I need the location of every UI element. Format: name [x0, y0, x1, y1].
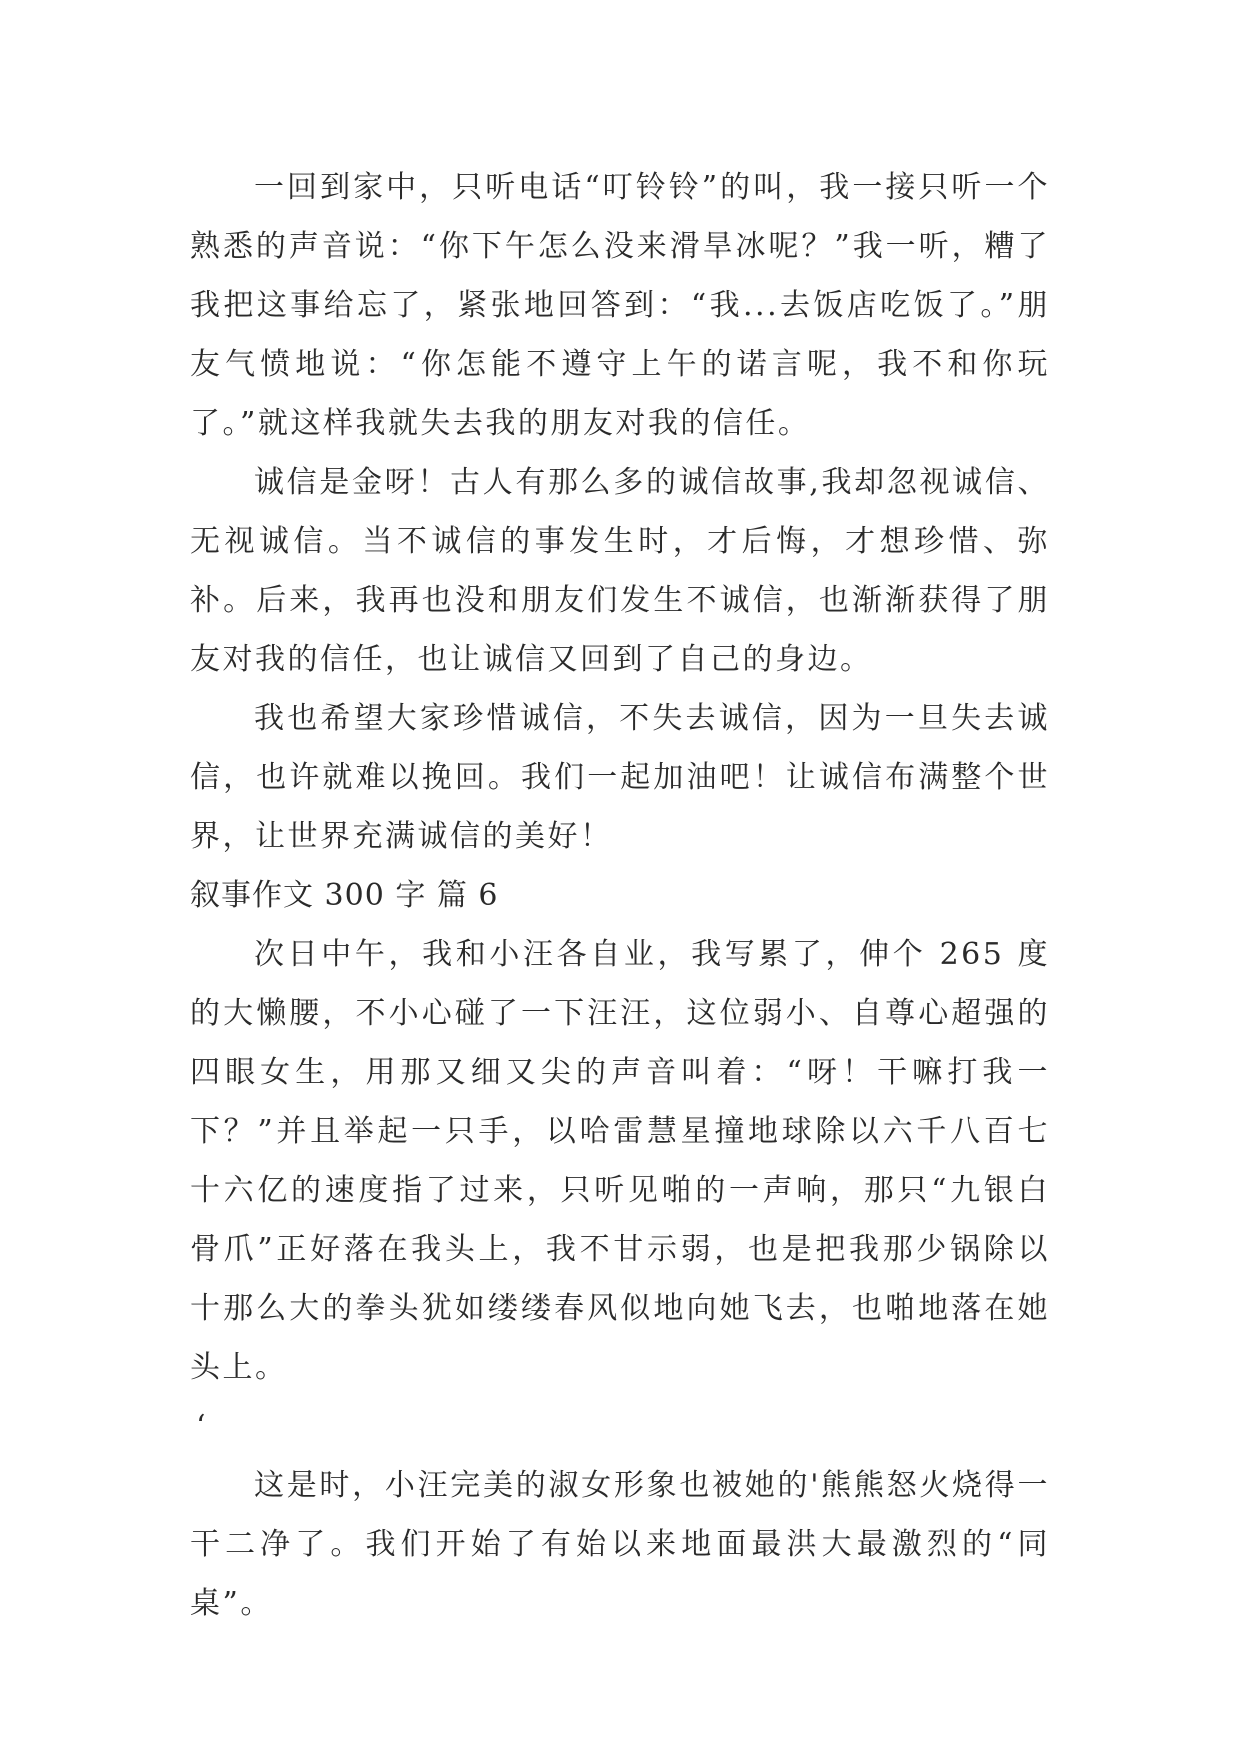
document-body: [190, 158, 1050, 1633]
paragraph-phone-call: 一回到家中，只听电话“叮铃铃”的叫，我一接只听一个熟悉的声音说：“你下午怎么没来滑旱冰呢？”我一听，糟了我把这事给忘了，紧张地回答到：“我...去饭店吃饭了。”朋友气愤地说：“你怎能不遵守上午的诺言呢，我不和你玩了。”就这样我就失去我的朋友对我的信任。: [190, 170, 1050, 441]
stray-quote-mark: ‘: [196, 1409, 209, 1444]
paragraph-desk-mate: 次日中午，我和小汪各自业，我写累了，伸个 265 度的大懒腰，不小心碰了一下汪汪，这位弱小、自尊心超强的四眼女生，用那又细又尖的声音叫着：“呀！干嘛打我一下？”并且举起一只手，以哈雷慧星撞地球除以六千八百七十六亿的速度指了过来，只听见啪的一声响，那只“九银白骨爪”正好落在我头上，我不甘示弱，也是把我那少锅除以十那么大的拳头犹如缕缕春风似地向她飞去，也啪地落在她头上。: [190, 937, 1050, 1385]
paragraph-cherish-honesty: 我也希望大家珍惜诚信，不失去诚信，因为一旦失去诚信，也许就难以挽回。我们一起加油吧！让诚信布满整个世界，让世界充满诚信的美好！: [190, 701, 1050, 854]
paragraph-honesty-gold: 诚信是金呀！古人有那么多的诚信故事,我却忽视诚信、无视诚信。当不诚信的事发生时，才后悔，才想珍惜、弥补。后来，我再也没和朋友们发生不诚信，也渐渐获得了朋友对我的信任，也让诚信又回到了自己的身边。: [190, 465, 1050, 677]
paragraph-desk-battle: 这是时，小汪完美的淑女形象也被她的'熊熊怒火烧得一干二净了。我们开始了有始以来地面最洪大最激烈的“同桌”。: [190, 1468, 1050, 1621]
section-heading: 叙事作文 300 字 篇 6: [190, 878, 499, 913]
